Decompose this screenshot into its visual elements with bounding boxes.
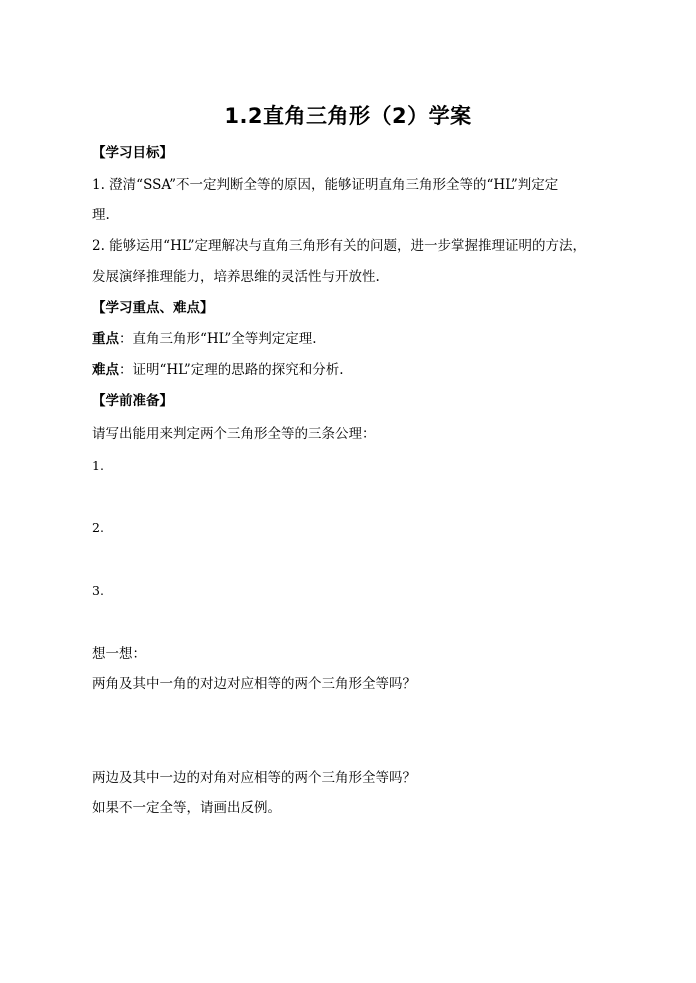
think-question-2: 两边及其中一边的对角对应相等的两个三角形全等吗？: [92, 770, 416, 786]
page-title: 1.2直角三角形（2）学案: [224, 104, 472, 128]
difficulty-line: [92, 361, 344, 379]
objective-1-line-1: 1. 澄清“SSA”不一定判断全等的原因，能够证明直角三角形全等的“HL”判定定: [92, 177, 559, 193]
focus-label: 重点: [92, 331, 119, 347]
key-points-heading: 【学习重点、难点】: [92, 300, 214, 316]
focus-text: ：直角三角形“HL”全等判定定理.: [119, 331, 317, 347]
blank-item-2: 2.: [92, 520, 104, 535]
objectives-heading: 【学习目标】: [92, 145, 173, 161]
think-question-1: 两角及其中一角的对边对应相等的两个三角形全等吗？: [92, 676, 416, 692]
blank-item-3: 3.: [92, 583, 104, 598]
objective-2-line-1: 2. 能够运用“HL”定理解决与直角三角形有关的问题，进一步掌握推理证明的方法，: [92, 238, 586, 254]
think-label: 想一想：: [92, 646, 146, 662]
blank-item-1: 1.: [92, 458, 104, 473]
objective-2-line-2: 发展演绎推理能力，培养思维的灵活性与开放性.: [92, 269, 380, 285]
preparation-heading: 【学前准备】: [92, 393, 173, 409]
objective-1-line-2: 理.: [92, 207, 110, 223]
difficulty-label: 难点: [92, 362, 119, 378]
difficulty-text: ：证明“HL”定理的思路的探究和分析.: [119, 362, 344, 378]
focus-line: [92, 330, 317, 348]
preparation-prompt: 请写出能用来判定两个三角形全等的三条公理：: [92, 426, 376, 442]
think-instruction: 如果不一定全等，请画出反例。: [92, 800, 281, 816]
